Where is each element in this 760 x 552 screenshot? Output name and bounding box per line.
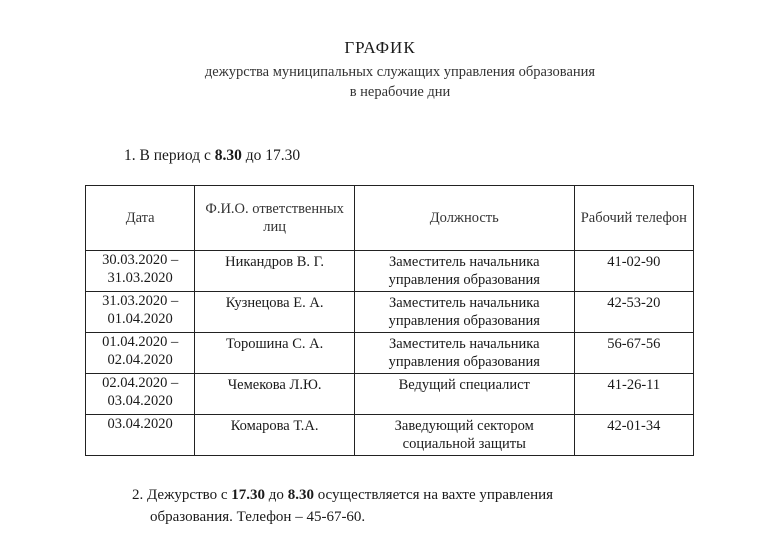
cell-fio: Кузнецова Е. А.	[195, 292, 355, 333]
section-2-to: 8.30	[287, 487, 314, 503]
table-row	[86, 374, 694, 415]
cell-position: Заместитель начальника управления образования	[354, 251, 574, 292]
duty-schedule-table	[85, 185, 694, 456]
cell-date: 30.03.2020 – 31.03.2020	[86, 251, 195, 292]
cell-fio: Чемекова Л.Ю.	[195, 374, 355, 415]
cell-position: Заведующий сектором социальной защиты	[354, 415, 574, 456]
cell-position: Ведущий специалист	[354, 374, 574, 415]
cell-fio: Комарова Т.А.	[195, 415, 355, 456]
section-2-middle: до	[265, 487, 288, 503]
header-date: Дата	[86, 186, 195, 251]
cell-fio: Торошина С. А.	[195, 333, 355, 374]
header-fio: Ф.И.О. ответственных лиц	[195, 186, 355, 251]
table-row	[86, 415, 694, 456]
cell-position: Заместитель начальника управления образования	[354, 333, 574, 374]
section-1-prefix: 1. В период с	[124, 147, 215, 164]
section-2-prefix: 2. Дежурство с	[132, 487, 232, 503]
section-2-text	[132, 484, 553, 528]
document-subtitle: дежурства муниципальных служащих управления образования	[204, 64, 596, 80]
cell-phone: 56-67-56	[574, 333, 693, 374]
document-title: ГРАФИК	[344, 38, 416, 57]
cell-date: 02.04.2020 – 03.04.2020	[86, 374, 195, 415]
section-1-heading	[124, 147, 300, 165]
section-1-from: 8.30	[214, 147, 242, 164]
table-row	[86, 292, 694, 333]
cell-date: 31.03.2020 – 01.04.2020	[86, 292, 195, 333]
cell-position: Заместитель начальника управления образования	[354, 292, 574, 333]
cell-phone: 41-02-90	[574, 251, 693, 292]
header-position: Должность	[354, 186, 574, 251]
table-row	[86, 251, 694, 292]
header-phone: Рабочий телефон	[574, 186, 693, 251]
section-1-to: 17.30	[265, 147, 301, 164]
cell-fio: Никандров В. Г.	[195, 251, 355, 292]
cell-date: 03.04.2020	[86, 415, 195, 456]
section-2-from: 17.30	[231, 487, 266, 503]
table-header-row	[86, 186, 694, 251]
document-subtitle-line2: в нерабочие дни	[349, 84, 451, 100]
section-2-suffix: осуществляется на вахте управления	[313, 487, 554, 503]
section-2-line1	[132, 484, 553, 506]
section-1-middle: до	[241, 147, 266, 164]
table-row	[86, 333, 694, 374]
cell-phone: 41-26-11	[574, 374, 693, 415]
cell-phone: 42-53-20	[574, 292, 693, 333]
cell-date: 01.04.2020 – 02.04.2020	[86, 333, 195, 374]
cell-phone: 42-01-34	[574, 415, 693, 456]
section-2-line2: образования. Телефон – 45-67-60.	[150, 509, 366, 525]
